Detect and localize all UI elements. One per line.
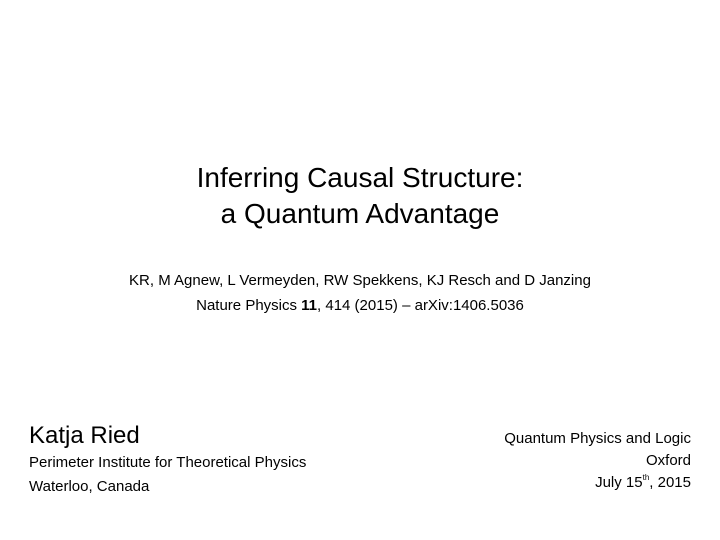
title-line-2: a Quantum Advantage (220, 198, 500, 229)
citation (0, 268, 720, 318)
event-block (504, 428, 691, 494)
journal-volume: 11 (301, 297, 318, 314)
event-date (504, 472, 691, 494)
event-date-day: July 15 (595, 474, 643, 491)
event-date-year: , 2015 (649, 474, 691, 491)
citation-authors: KR, M Agnew, L Vermeyden, RW Spekkens, KJ Resch and D Janzing (129, 272, 591, 289)
presenter-name: Katja Ried (29, 422, 140, 449)
slide-title (0, 160, 720, 232)
event-date-ordinal: th (642, 473, 650, 482)
citation-reference (0, 293, 720, 318)
presenter-block (29, 421, 306, 499)
journal-details: , 414 (2015) – arXiv:1406.5036 (317, 297, 524, 314)
title-line-1: Inferring Causal Structure: (196, 162, 524, 193)
journal-name: Nature Physics (196, 297, 302, 314)
event-city: Oxford (645, 452, 691, 469)
presenter-institution: Perimeter Institute for Theoretical Physics (29, 454, 307, 471)
presenter-location: Waterloo, Canada (29, 478, 150, 495)
event-conference: Quantum Physics and Logic (504, 430, 691, 447)
